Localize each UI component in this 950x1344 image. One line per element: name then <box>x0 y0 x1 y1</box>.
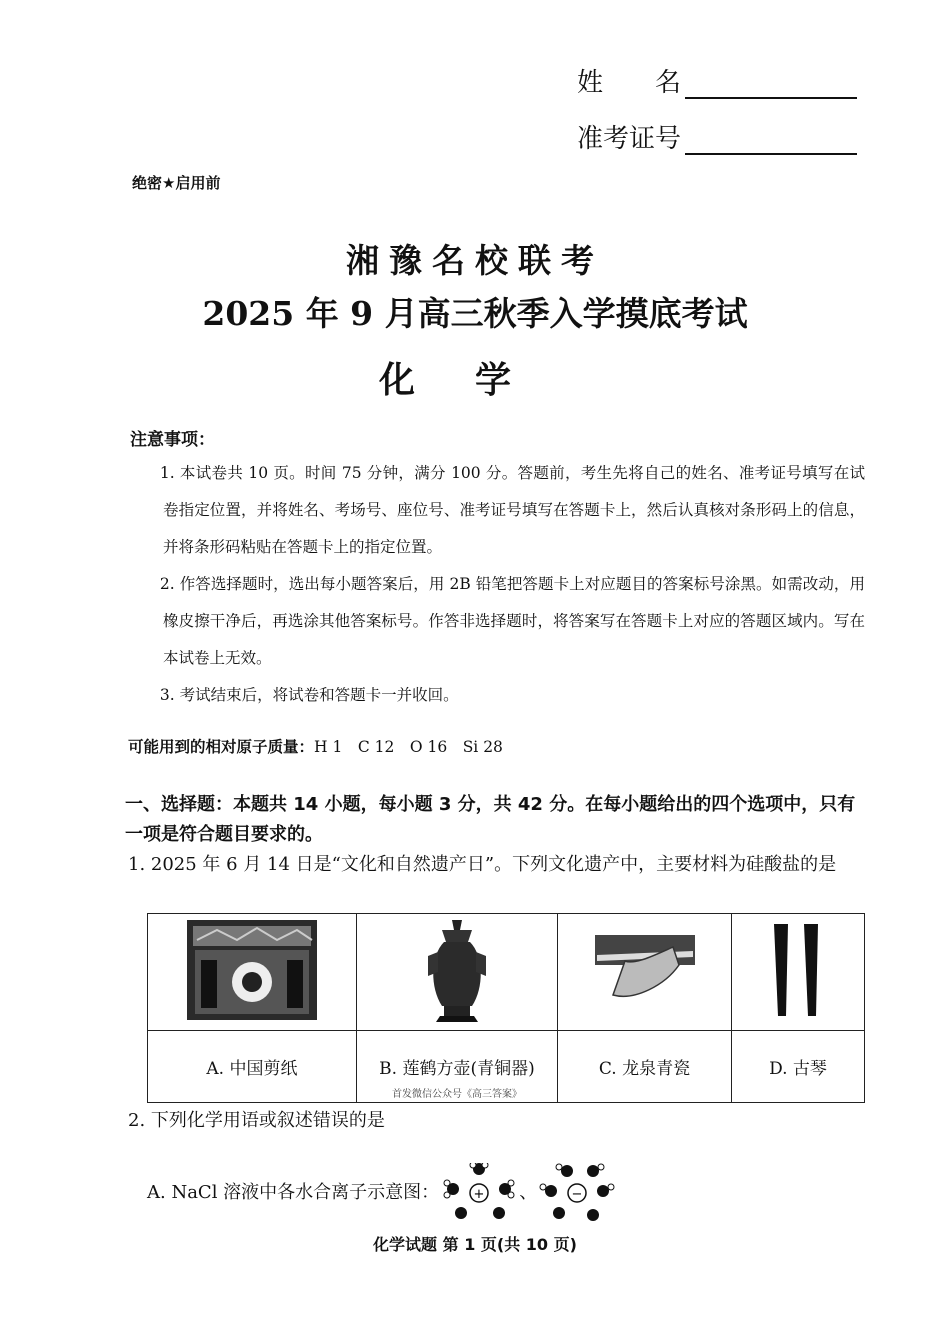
question-1-options-table <box>147 913 865 1103</box>
notice-item: 1. 本试卷共 10 页。时间 75 分钟，满分 100 分。答题前，考生先将自己的姓名、准考证号填写在试卷指定位置，并将姓名、考场号、座位号、准考证号填写在答题卡上，然后认真核对条形码上的信息，并将条形码粘贴在答题卡上的指定位置。 <box>159 464 865 556</box>
hydrated-anion-icon <box>537 1163 617 1223</box>
notice-heading: 注意事项： <box>130 430 215 450</box>
ion-separator: 、 <box>519 1182 538 1203</box>
option-a-label: A. 中国剪纸 <box>148 1031 357 1103</box>
option-b-image <box>356 914 557 1031</box>
question-2-stem: 2. 下列化学用语或叙述错误的是 <box>128 1110 385 1131</box>
notice-item: 2. 作答选择题时，选出每小题答案后，用 2B 铅笔把答题卡上对应题目的答案标号涂黑。如需改动，用橡皮擦干净后，再选涂其他答案标号。作答非选择题时，将答案写在答题卡上对应的答题区域内。写在本试卷上无效。 <box>159 575 865 667</box>
question-2-option-a <box>147 1163 617 1223</box>
atomic-mass-label: 可能用到的相对原子质量： <box>128 738 315 756</box>
svg-text:−: − <box>571 1187 583 1202</box>
option-d-image <box>732 914 865 1031</box>
option-a-image <box>148 914 357 1031</box>
id-label: 准考证号 <box>577 124 682 154</box>
exam-title-line1: 湘豫名校联考 <box>346 241 604 280</box>
notice-list <box>159 455 865 714</box>
hydrated-cation-icon <box>439 1163 519 1223</box>
secret-mark: 绝密★启用前 <box>132 174 221 192</box>
exam-title-line2: 2025 年 9 月高三秋季入学摸底考试 <box>202 294 748 333</box>
page-footer: 化学试题 第 1 页(共 10 页) <box>373 1235 577 1254</box>
name-blank[interactable] <box>685 71 857 99</box>
option-c-label: C. 龙泉青瓷 <box>558 1031 732 1103</box>
watermark-text: 首发微信公众号《高三答案》 <box>391 1089 522 1100</box>
celadon-icon <box>595 935 695 1005</box>
option-b-text: B. 莲鹤方壶(青铜器) <box>379 1059 535 1079</box>
svg-text:+: + <box>473 1187 485 1202</box>
name-field[interactable] <box>577 62 857 99</box>
id-blank[interactable] <box>685 127 857 155</box>
name-label: 姓 名 <box>577 68 682 98</box>
question-1-stem: 1. 2025 年 6 月 14 日是“文化和自然遗产日”。下列文化遗产中，主要材料为硅酸盐的是 <box>128 854 837 875</box>
option-d-label: D. 古琴 <box>732 1031 865 1103</box>
bronze-pot-icon <box>422 916 492 1024</box>
subject-title: 化学 <box>378 359 571 401</box>
section-heading-text: 一、选择题：本题共 14 小题，每小题 3 分，共 42 分。在每小题给出的四个选项中，只有一项是符合题目要求的。 <box>125 794 856 845</box>
section-heading <box>125 790 867 850</box>
id-field[interactable] <box>577 118 857 155</box>
atomic-mass-values: H 1 C 12 O 16 Si 28 <box>314 738 503 756</box>
option-c-image <box>558 914 732 1031</box>
notice-item: 3. 考试结束后，将试卷和答题卡一并收回。 <box>159 686 459 704</box>
guqin-icon <box>768 922 828 1018</box>
atomic-mass-line <box>128 735 503 757</box>
option-b-label <box>356 1031 557 1103</box>
paper-cut-icon <box>187 920 317 1020</box>
option-a-text: A. NaCl 溶液中各水合离子示意图： <box>147 1182 440 1203</box>
